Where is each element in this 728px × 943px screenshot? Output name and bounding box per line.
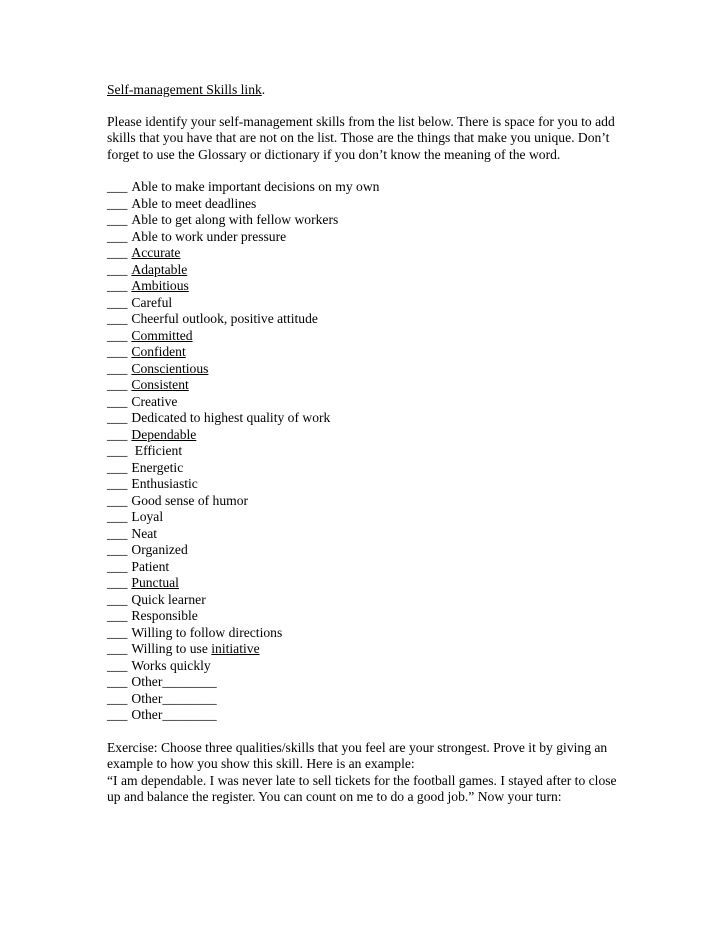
document-page: [107, 82, 627, 806]
skill-glossary-link[interactable]: Conscientious: [131, 360, 209, 376]
checkbox-blank[interactable]: ___: [107, 195, 128, 211]
skill-label: Willing to follow directions: [131, 624, 283, 640]
skill-item: [107, 641, 627, 658]
skill-glossary-link[interactable]: initiative: [211, 641, 260, 656]
skill-item: [107, 674, 627, 691]
skill-glossary-link[interactable]: Adaptable: [131, 261, 188, 277]
skill-label: Quick learner: [131, 591, 206, 607]
skill-item: [107, 427, 627, 444]
checkbox-blank[interactable]: ___: [107, 690, 128, 706]
skill-label: Other________: [131, 690, 217, 706]
skill-item: [107, 526, 627, 543]
skill-label: Careful: [131, 294, 173, 310]
skill-item: [107, 509, 627, 526]
exercise-section: [107, 740, 627, 806]
skill-item: [107, 328, 627, 345]
skill-item: [107, 460, 627, 477]
skill-item: [107, 410, 627, 427]
skill-label: Able to get along with fellow workers: [131, 212, 339, 227]
skill-item: [107, 575, 627, 592]
checkbox-blank[interactable]: ___: [107, 426, 128, 442]
checkbox-blank[interactable]: ___: [107, 641, 128, 656]
checkbox-blank[interactable]: ___: [107, 261, 128, 277]
checkbox-blank[interactable]: ___: [107, 525, 128, 541]
skill-item: [107, 377, 627, 394]
skill-item: [107, 592, 627, 609]
checkbox-blank[interactable]: ___: [107, 674, 128, 689]
intro-paragraph: Please identify your self-management skills from the list below. There is space for you to add skills that you have that are not on the list. Those are the things that make you unique. Don’t forget to use the Glossary or dictionary if you don’t know the meaning of the word.: [107, 113, 615, 162]
checkbox-blank[interactable]: ___: [107, 707, 128, 722]
skill-item: [107, 229, 627, 246]
skills-checklist: [107, 179, 627, 724]
checkbox-blank[interactable]: ___: [107, 558, 128, 574]
skill-item: [107, 344, 627, 361]
skill-item: [107, 311, 627, 328]
skill-item: [107, 394, 627, 411]
skill-glossary-link[interactable]: Dependable: [131, 426, 197, 442]
skill-label: Willing to use: [131, 641, 212, 656]
checkbox-blank[interactable]: ___: [107, 294, 128, 310]
skill-label: Creative: [131, 393, 178, 409]
document-title: [107, 82, 627, 99]
checkbox-blank[interactable]: ___: [107, 393, 128, 409]
checkbox-blank[interactable]: ___: [107, 476, 128, 491]
skill-item: [107, 493, 627, 510]
skill-label: Efficient: [131, 443, 183, 458]
skill-glossary-link[interactable]: Confident: [131, 344, 186, 359]
checkbox-blank[interactable]: ___: [107, 377, 128, 392]
skill-item: [107, 658, 627, 675]
skill-item: [107, 245, 627, 262]
skill-item: [107, 476, 627, 493]
skill-item: [107, 542, 627, 559]
skill-item: [107, 212, 627, 229]
skill-label: Good sense of humor: [131, 492, 249, 508]
skill-glossary-link[interactable]: Consistent: [131, 377, 189, 392]
skill-glossary-link[interactable]: Committed: [131, 327, 193, 343]
checkbox-blank[interactable]: ___: [107, 443, 128, 458]
checkbox-blank[interactable]: ___: [107, 608, 128, 623]
skill-glossary-link[interactable]: Accurate: [131, 245, 181, 260]
checkbox-blank[interactable]: ___: [107, 657, 128, 673]
skill-item: [107, 707, 627, 724]
checkbox-blank[interactable]: ___: [107, 228, 128, 244]
skill-item: [107, 295, 627, 312]
skill-item: [107, 608, 627, 625]
checkbox-blank[interactable]: ___: [107, 327, 128, 343]
checkbox-blank[interactable]: ___: [107, 245, 128, 260]
skill-item: [107, 179, 627, 196]
checkbox-blank[interactable]: ___: [107, 624, 128, 640]
skill-label: Cheerful outlook, positive attitude: [131, 311, 318, 326]
exercise-instructions: Exercise: Choose three qualities/skills that you feel are your strongest. Prove it by giving an example to how you show this skill. Here is an example:: [107, 739, 608, 771]
skill-label: Organized: [131, 542, 188, 557]
exercise-example: “I am dependable. I was never late to sell tickets for the football games. I stayed after to close up and balance the register. You can count on me to do a good job.” Now your turn:: [107, 772, 617, 804]
skill-label: Loyal: [131, 509, 164, 524]
checkbox-blank[interactable]: ___: [107, 542, 128, 557]
title-link[interactable]: Self-management Skills link: [107, 82, 262, 97]
title-period: .: [261, 82, 266, 97]
checkbox-blank[interactable]: ___: [107, 459, 128, 475]
checkbox-blank[interactable]: ___: [107, 509, 128, 524]
checkbox-blank[interactable]: ___: [107, 179, 128, 194]
skill-label: Enthusiastic: [131, 476, 198, 491]
skill-item: [107, 443, 627, 460]
checkbox-blank[interactable]: ___: [107, 492, 128, 508]
checkbox-blank[interactable]: ___: [107, 344, 128, 359]
skill-item: [107, 691, 627, 708]
checkbox-blank[interactable]: ___: [107, 410, 128, 425]
skill-item: [107, 361, 627, 378]
skill-glossary-link[interactable]: Ambitious: [131, 278, 189, 293]
checkbox-blank[interactable]: ___: [107, 591, 128, 607]
skill-label: Other________: [131, 707, 217, 722]
skill-label: Able to meet deadlines: [131, 195, 257, 211]
skill-item: [107, 196, 627, 213]
skill-label: Works quickly: [131, 657, 211, 673]
skill-label: Energetic: [131, 459, 184, 475]
skill-label: Patient: [131, 558, 170, 574]
skill-glossary-link[interactable]: Punctual: [131, 575, 179, 590]
skill-item: [107, 262, 627, 279]
skill-label: Able to make important decisions on my own: [131, 179, 380, 194]
checkbox-blank[interactable]: ___: [107, 278, 128, 293]
skill-label: Able to work under pressure: [131, 228, 287, 244]
checkbox-blank[interactable]: ___: [107, 212, 128, 227]
skill-item: [107, 278, 627, 295]
skill-label: Neat: [131, 525, 158, 541]
skill-label: Dedicated to highest quality of work: [131, 410, 331, 425]
skill-label: Responsible: [131, 608, 198, 623]
skill-item: [107, 559, 627, 576]
skill-label: Other________: [131, 674, 217, 689]
skill-item: [107, 625, 627, 642]
checkbox-blank[interactable]: ___: [107, 311, 128, 326]
checkbox-blank[interactable]: ___: [107, 360, 128, 376]
checkbox-blank[interactable]: ___: [107, 575, 128, 590]
